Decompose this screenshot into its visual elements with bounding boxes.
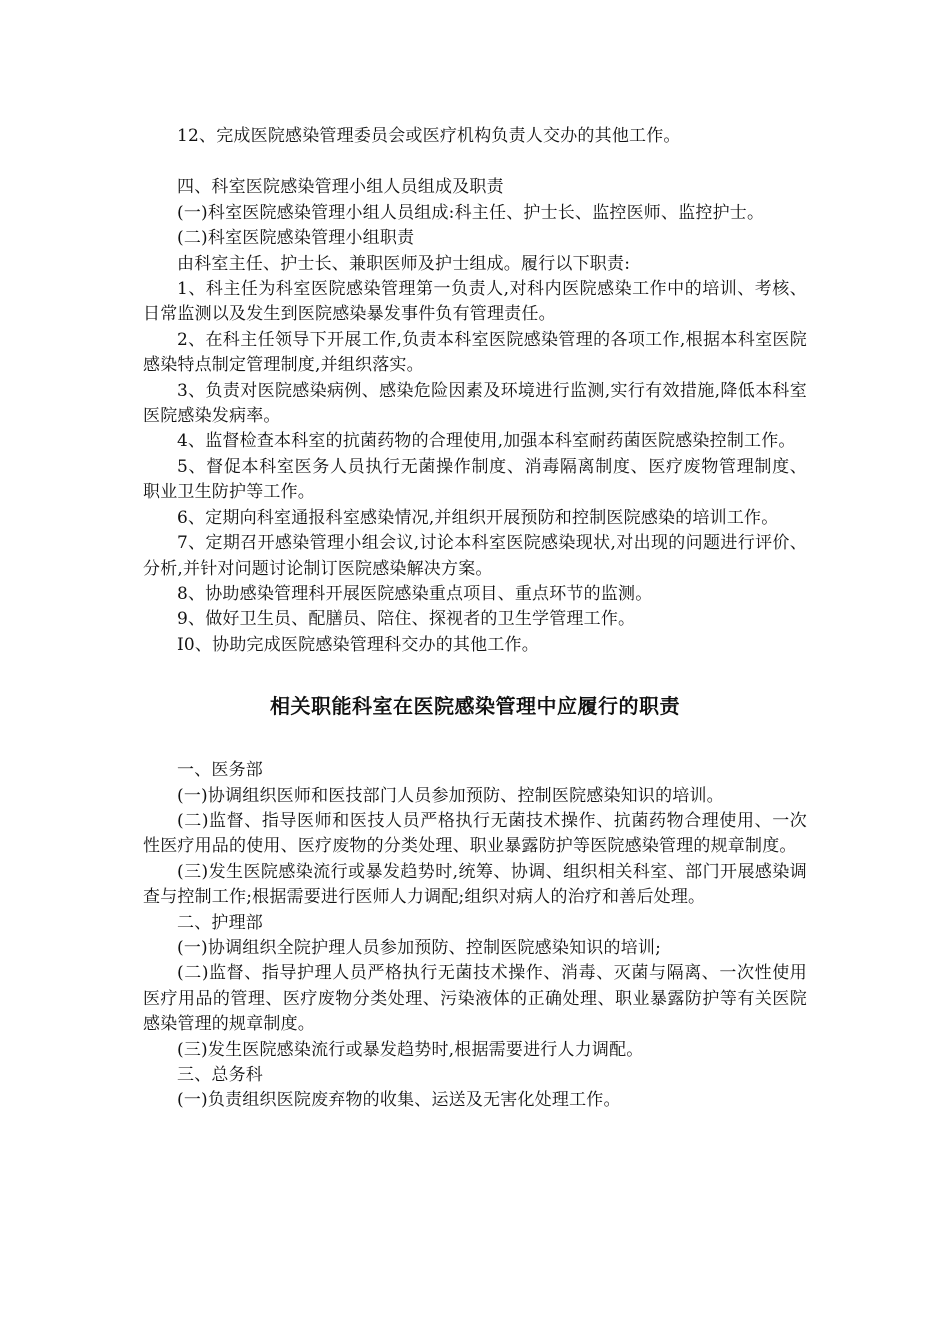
list-item: 3、负责对医院感染病例、感染危险因素及环境进行监测,实行有效措施,降低本科室医院感染发病率。 [143, 380, 807, 427]
list-item: 2、在科主任领导下开展工作,负责本科室医院感染管理的各项工作,根据本科室医院感染特点制定管理制度,并组织落实。 [143, 329, 807, 376]
list-item: 7、定期召开感染管理小组会议,讨论本科室医院感染现状,对出现的问题进行评价、分析,并针对问题讨论制订医院感染解决方案。 [143, 533, 807, 579]
section-heading-general: 三、总务科 [177, 1065, 263, 1085]
list-item: 4、监督检查本科室的抗菌药物的合理使用,加强本科室耐药菌医院感染控制工作。 [177, 431, 796, 452]
list-item: (三)发生医院感染流行或暴发趋势时,统筹、协调、组织相关科室、部门开展感染调查与控制工作;根据需要进行医师人力调配;组织对病人的治疗和善后处理。 [143, 861, 807, 908]
list-item: (一)协调组织医师和医技部门人员参加预防、控制医院感染知识的培训。 [177, 785, 724, 806]
paragraph-composition: (一)科室医院感染管理小组人员组成:科主任、护士长、监控医师、监控护士。 [177, 202, 765, 223]
list-item: 8、协助感染管理科开展医院感染重点项目、重点环节的监测。 [177, 583, 653, 604]
paragraph-intro: 由科室主任、护士长、兼职医师及护士组成。履行以下职责: [177, 253, 631, 274]
document-title: 相关职能科室在医院感染管理中应履行的职责 [270, 694, 680, 719]
section-heading-four: 四、科室医院感染管理小组人员组成及职责 [177, 177, 504, 198]
document-body [143, 124, 807, 1114]
paragraph-item-12: 12、完成医院感染管理委员会或医疗机构负责人交办的其他工作。 [177, 126, 681, 146]
list-item: (一)负责组织医院废弃物的收集、运送及无害化处理工作。 [177, 1090, 621, 1111]
list-item: 6、定期向科室通报科室感染情况,并组织开展预防和控制医院感染的培训工作。 [177, 507, 779, 528]
spacer [143, 149, 807, 175]
paragraph-duties-heading: (二)科室医院感染管理小组职责 [177, 228, 415, 249]
list-item: 1、科主任为科室医院感染管理第一负责人,对科内医院感染工作中的培训、考核、日常监测以及发生到医院感染暴发事件负有管理责任。 [143, 279, 807, 325]
list-item: (二)监督、指导医师和医技人员严格执行无菌技术操作、抗菌药物合理使用、一次性医疗用品的使用、医疗废物的分类处理、职业暴露防护等医院感染管理的规章制度。 [143, 810, 807, 857]
section-heading-medical: 一、医务部 [177, 760, 263, 781]
list-item: I0、协助完成医院感染管理科交办的其他工作。 [177, 634, 539, 655]
list-item: 5、督促本科室医务人员执行无菌操作制度、消毒隔离制度、医疗废物管理制度、职业卫生防护等工作。 [143, 456, 807, 503]
section-heading-nursing: 二、护理部 [177, 912, 263, 933]
list-item: (一)协调组织全院护理人员参加预防、控制医院感染知识的培训; [177, 937, 661, 958]
list-item: (三)发生医院感染流行或暴发趋势时,根据需要进行人力调配。 [177, 1039, 644, 1060]
list-item: 9、做好卫生员、配膳员、陪住、探视者的卫生学管理工作。 [177, 609, 636, 630]
list-item: (二)监督、指导护理人员严格执行无菌技术操作、消毒、灭菌与隔离、一次性使用医疗用品的管理、医疗废物分类处理、污染液体的正确处理、职业暴露防护等有关医院感染管理的规章制度。 [143, 963, 807, 1035]
